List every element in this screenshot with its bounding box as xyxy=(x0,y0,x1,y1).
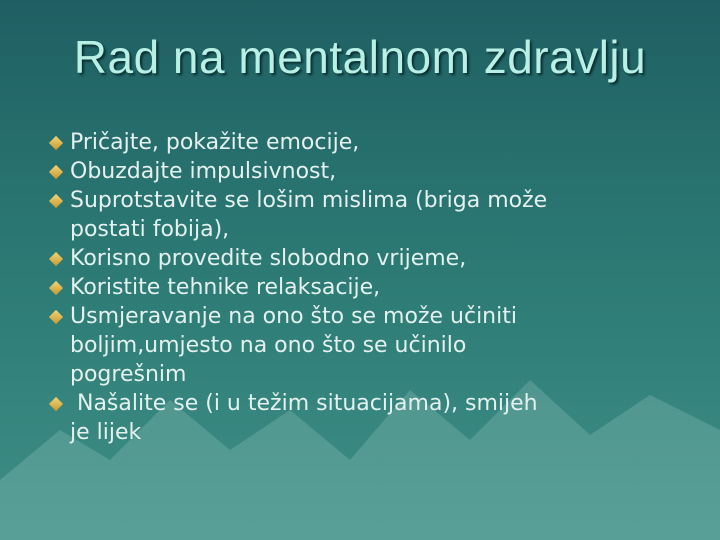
bullet-item xyxy=(48,128,708,157)
bullet-item xyxy=(48,157,708,186)
bullet-text: Pričajte, pokažite emocije, xyxy=(70,130,360,155)
bullet-text: Našalite se (i u težim situacijama), smijeh xyxy=(70,391,538,416)
bullet-text: pogrešnim xyxy=(70,362,187,387)
bullet-text: boljim,umjesto na ono što se učinilo xyxy=(70,333,467,358)
bullet-item xyxy=(48,244,708,273)
bullet-item xyxy=(48,302,708,389)
bullet-text: Usmjeravanje na ono što se može učiniti xyxy=(70,304,517,329)
diamond-bullet-icon xyxy=(49,165,63,179)
diamond-bullet-icon xyxy=(49,397,63,411)
bullet-text: je lijek xyxy=(70,420,142,445)
diamond-bullet-icon xyxy=(49,136,63,150)
bullet-list xyxy=(48,128,708,447)
diamond-bullet-icon xyxy=(49,252,63,266)
slide-title: Rad na mentalnom zdravlju xyxy=(73,31,647,83)
bullet-text: Korisno provedite slobodno vrijeme, xyxy=(70,246,467,271)
diamond-bullet-icon xyxy=(49,194,63,208)
diamond-bullet-icon xyxy=(49,281,63,295)
bullet-item xyxy=(48,186,708,244)
bullet-text: Koristite tehnike relaksacije, xyxy=(70,275,381,300)
bullet-text: postati fobija), xyxy=(70,217,230,242)
bullet-text: Suprotstavite se lošim mislima (briga može xyxy=(70,188,548,213)
diamond-bullet-icon xyxy=(49,310,63,324)
bullet-text: Obuzdajte impulsivnost, xyxy=(70,159,337,184)
bullet-item xyxy=(48,273,708,302)
bullet-item xyxy=(48,389,708,447)
